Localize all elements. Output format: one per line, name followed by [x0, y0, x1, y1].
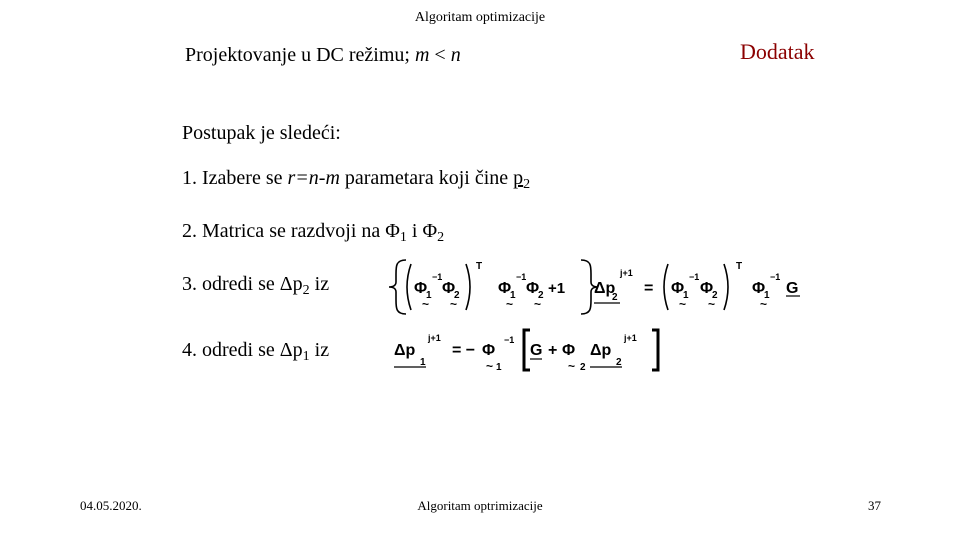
left-brace	[389, 260, 406, 314]
formula-step-4	[390, 326, 680, 376]
phi-1: Φ	[671, 280, 685, 297]
sub-2: 2	[612, 292, 618, 303]
phi-1: Φ	[498, 280, 512, 297]
page-number: 37	[868, 498, 881, 513]
plus-sign: +	[548, 342, 558, 359]
step-3-suffix: iz	[309, 273, 330, 295]
phi-2: Φ	[526, 280, 540, 297]
tilde: ~	[506, 297, 514, 311]
phi-symbol: Φ	[385, 220, 400, 242]
tilde: ~	[422, 297, 430, 311]
title-n: n	[450, 44, 461, 66]
sub-1: 1	[764, 290, 770, 301]
sub-1: 1	[496, 362, 502, 373]
sub-2: 2	[454, 290, 460, 301]
phi-1: Φ	[752, 280, 766, 297]
title-m: m	[414, 44, 430, 66]
step-1-middle: parametara koji čine	[339, 167, 514, 189]
phi-symbol: Φ	[422, 220, 438, 242]
left-paren	[664, 264, 668, 310]
step-3-prefix: 3. odredi se	[182, 273, 280, 295]
phi-sub-2: 2	[437, 230, 445, 245]
footer-date: 04.05.2020.	[80, 498, 142, 513]
tilde: ~	[450, 297, 458, 311]
tilde: ~	[679, 297, 687, 311]
delta-symbol: Δ	[279, 339, 293, 361]
delta-p-2: Δp	[594, 280, 616, 297]
step-4-suffix: iz	[309, 339, 330, 361]
sub-2: 2	[712, 290, 718, 301]
appendix-tag: Dodatak	[740, 39, 815, 64]
step-1	[182, 167, 530, 193]
footer-title: Algoritam optrimizacije	[417, 498, 543, 513]
right-bracket	[652, 330, 658, 370]
exp-j1: j+1	[620, 268, 633, 278]
exp-neg1: −1	[689, 272, 700, 282]
exp-j1: j+1	[624, 333, 637, 343]
plus-one: +1	[548, 280, 566, 297]
tilde: ~	[486, 359, 494, 373]
step-1-expr: r=n-m	[287, 167, 340, 189]
phi-2: Φ	[442, 280, 456, 297]
tilde: ~	[760, 297, 768, 311]
right-paren	[466, 264, 470, 310]
g-vector: G	[786, 280, 799, 297]
formula-step-3	[380, 256, 820, 318]
exp-T: T	[736, 261, 743, 272]
step-1-p: p	[513, 167, 524, 189]
phi-2: Φ	[700, 280, 714, 297]
exp-neg1: −1	[504, 335, 515, 345]
exp-neg1: −1	[770, 272, 781, 282]
phi-1: Φ	[414, 280, 428, 297]
sub-2: 2	[616, 357, 622, 368]
step-2-prefix: 2. Matrica se razdvoji na	[182, 220, 386, 242]
sub-1: 1	[420, 357, 426, 368]
phi-2: Φ	[562, 342, 576, 359]
tilde: ~	[534, 297, 542, 311]
slide-title	[185, 44, 461, 67]
exp-T: T	[476, 261, 483, 272]
left-paren	[407, 264, 411, 310]
sub-2: 2	[580, 362, 586, 373]
sub-1: 1	[426, 290, 432, 301]
step-1-prefix: 1. Izabere se	[182, 167, 288, 189]
exp-j1: j+1	[428, 333, 441, 343]
phi-sub-1: 1	[399, 230, 407, 245]
step-4-prefix: 4. odredi se	[182, 339, 280, 361]
g-vector: G	[530, 342, 543, 359]
equals-minus: = −	[452, 342, 476, 359]
equals-sign: =	[644, 280, 654, 297]
delta-p-2: Δp	[590, 342, 612, 359]
step-1-p-sub: 2	[523, 177, 531, 192]
step-4-p: p	[292, 339, 303, 361]
step-3-p: p	[292, 273, 303, 295]
phi-1: Φ	[482, 342, 496, 359]
exp-neg1: −1	[516, 272, 527, 282]
sub-1: 1	[683, 290, 689, 301]
tilde: ~	[708, 297, 716, 311]
delta-p-1: Δp	[394, 342, 416, 359]
step-3	[182, 273, 329, 299]
delta-symbol: Δ	[279, 273, 293, 295]
right-paren	[724, 264, 728, 310]
title-lt: <	[429, 44, 451, 66]
intro-line: Postupak je sledeći:	[182, 122, 341, 144]
slide-title-prefix: Projektovanje u DC režimu;	[185, 44, 415, 66]
step-4	[182, 339, 329, 365]
sub-2: 2	[538, 290, 544, 301]
exp-neg1: −1	[432, 272, 443, 282]
step-2	[182, 220, 444, 246]
tilde: ~	[568, 359, 576, 373]
header-title: Algoritam optimizacije	[414, 10, 546, 25]
sub-1: 1	[510, 290, 516, 301]
step-4-sub: 1	[302, 349, 310, 364]
step-2-and: i	[406, 220, 423, 242]
step-3-sub: 2	[302, 283, 310, 298]
